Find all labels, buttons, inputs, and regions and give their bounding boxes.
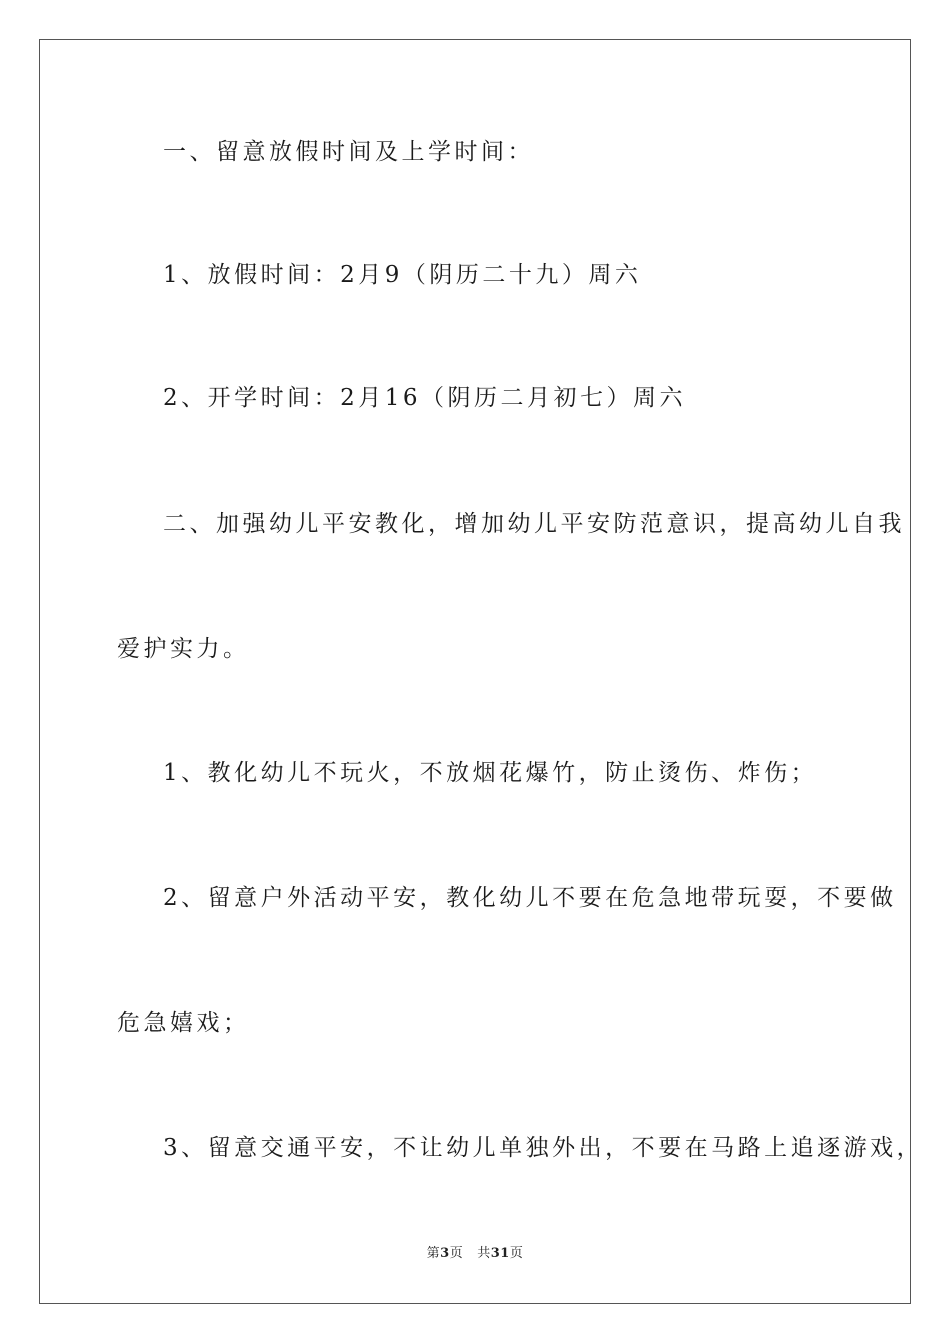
total-prefix: 共 bbox=[477, 1246, 491, 1261]
page-suffix: 页 bbox=[449, 1246, 464, 1261]
heading-holiday-times: 一、留意放假时间及上学时间： bbox=[163, 139, 534, 165]
page-prefix: 第 bbox=[426, 1246, 441, 1261]
heading-safety-education: 二、加强幼儿平安教化，增加幼儿平安防范意识，提高幼儿自我 bbox=[163, 511, 905, 537]
heading-safety-education-continued: 爱护实力。 bbox=[117, 636, 250, 662]
page-border bbox=[39, 39, 924, 1304]
total-pages: 31 bbox=[490, 1246, 510, 1261]
total-suffix: 页 bbox=[509, 1246, 524, 1261]
page-footer bbox=[0, 1245, 950, 1263]
item-school-start: 2、开学时间：2月16（阴历二月初七）周六 bbox=[163, 385, 687, 411]
item-outdoor-safety-continued: 危急嬉戏； bbox=[117, 1010, 250, 1036]
item-outdoor-safety: 2、留意户外活动平安，教化幼儿不要在危急地带玩耍，不要做 bbox=[163, 885, 897, 911]
item-holiday-start: 1、放假时间：2月9（阴历二十九）周六 bbox=[163, 262, 642, 288]
page-number: 3 bbox=[440, 1246, 450, 1261]
item-fire-safety: 1、教化幼儿不玩火，不放烟花爆竹，防止烫伤、炸伤； bbox=[163, 760, 818, 786]
item-traffic-safety: 3、留意交通平安，不让幼儿单独外出，不要在马路上追逐游戏， bbox=[163, 1135, 924, 1161]
